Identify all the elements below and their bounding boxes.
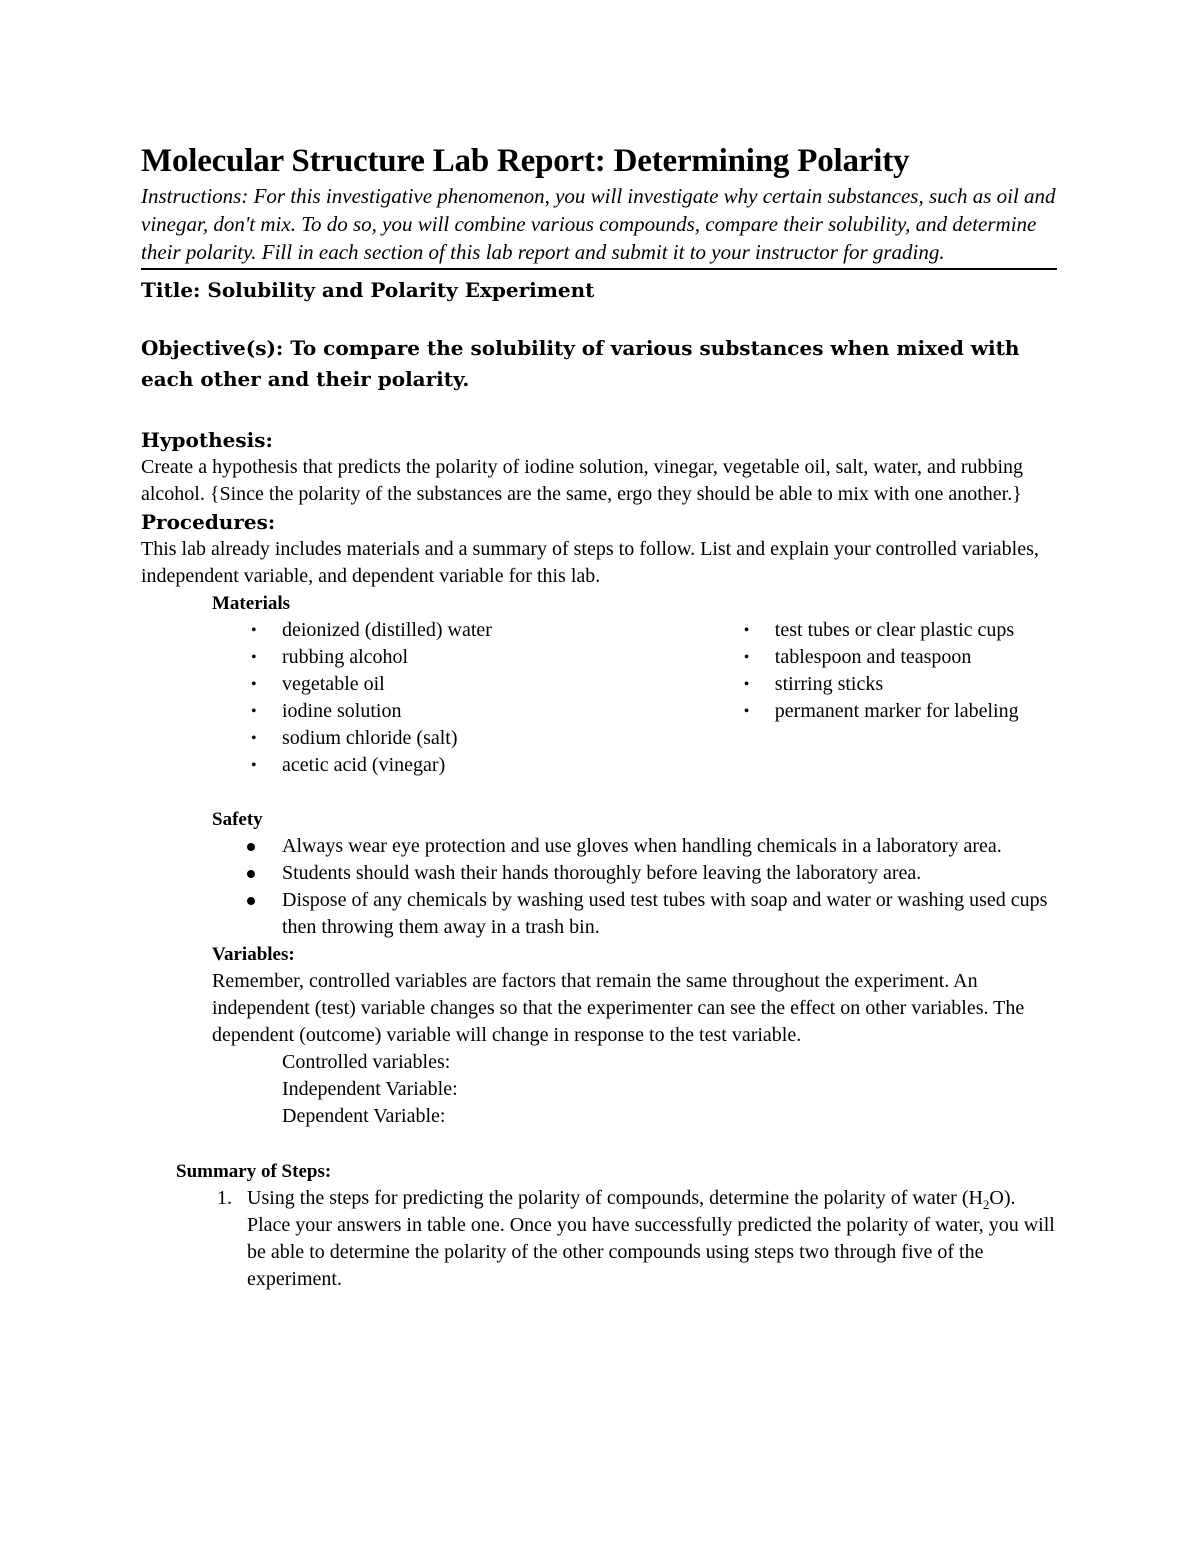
bullet-icon: • bbox=[251, 703, 257, 720]
hypothesis-text: Create a hypothesis that predicts the polarity of iodine solution, vinegar, vegetable oil, salt, water, and rubbing alcohol. {Since the polarity of the substances are the same, ergo they should be able to mix with one another.} bbox=[141, 456, 1024, 505]
list-item: • deionized (distilled) water bbox=[239, 617, 732, 644]
dependent-variable-label: Dependent Variable: bbox=[282, 1105, 446, 1127]
procedures-text: This lab already includes materials and a summary of steps to follow. List and explain your controlled variables, independent variable, and dependent variable for this lab. bbox=[141, 538, 1039, 587]
materials-list bbox=[239, 617, 1061, 779]
list-item: 1. Using the steps for predicting the polarity of compounds, determine the polarity of water $(H_2O)$. Place your answers in table one. Once you have successfully predicted the polarity of water, you will be able to determine the polarity of the other compounds using steps two through five of the experiment. bbox=[217, 1187, 1055, 1290]
report-title: Title: Solubility and Polarity Experiment bbox=[141, 278, 595, 302]
document-page bbox=[141, 140, 1061, 1293]
steps-list bbox=[217, 1185, 1061, 1293]
instructions-text: Instructions: For this investigative phenomenon, you will investigate why certain substances, such as oil and vinegar, don't mix. To do so, you will combine various compounds, compare their solubility, and determine their polarity. Fill in each section of this lab report and submit it to your instructor for grading. bbox=[141, 182, 1057, 270]
variables-heading: Variables: bbox=[212, 944, 295, 965]
list-item: Always wear eye protection and use gloves when handling chemicals in a laboratory area. bbox=[241, 833, 1061, 860]
bullet-dot-icon bbox=[247, 843, 255, 851]
materials-column-1 bbox=[239, 617, 732, 779]
bullet-icon: • bbox=[743, 622, 750, 639]
bullet-icon: • bbox=[251, 649, 257, 666]
variables-fields bbox=[282, 1049, 1061, 1130]
summary-heading: Summary of Steps: bbox=[176, 1161, 332, 1182]
bullet-icon: • bbox=[743, 649, 750, 666]
list-item: • acetic acid (vinegar) bbox=[239, 752, 732, 779]
document-title: Molecular Structure Lab Report: Determining Polarity bbox=[141, 143, 910, 179]
list-item: • rubbing alcohol bbox=[239, 644, 732, 671]
list-item: Dispose of any chemicals by washing used test tubes with soap and water or washing used cups then throwing them away in a trash bin. bbox=[241, 887, 1061, 941]
bullet-icon: • bbox=[743, 703, 750, 720]
list-item: • iodine solution bbox=[239, 698, 732, 725]
hypothesis-heading: Hypothesis: bbox=[141, 428, 273, 452]
controlled-variables-label: Controlled variables: bbox=[282, 1051, 451, 1073]
list-item: • stirring sticks bbox=[732, 671, 1061, 698]
list-item: • vegetable oil bbox=[239, 671, 732, 698]
list-item: Students should wash their hands thoroughly before leaving the laboratory area. bbox=[241, 860, 1061, 887]
safety-list bbox=[241, 833, 1061, 941]
variables-text: Remember, controlled variables are factors that remain the same throughout the experiment. An independent (test) variable changes so that the experimenter can see the effect on other variables. The dependent (outcome) variable will change in response to the test variable. bbox=[212, 970, 1025, 1046]
safety-heading: Safety bbox=[212, 809, 263, 830]
independent-variable-label: Independent Variable: bbox=[282, 1078, 458, 1100]
bullet-icon: • bbox=[251, 730, 257, 747]
bullet-icon: • bbox=[251, 757, 257, 774]
step-number: 1. bbox=[217, 1187, 232, 1209]
bullet-icon: • bbox=[251, 622, 257, 639]
list-item: • sodium chloride (salt) bbox=[239, 725, 732, 752]
materials-column-2 bbox=[732, 617, 1061, 779]
list-item: • test tubes or clear plastic cups bbox=[732, 617, 1061, 644]
bullet-dot-icon bbox=[247, 897, 255, 905]
procedures-heading: Procedures: bbox=[141, 510, 276, 534]
materials-heading: Materials bbox=[212, 593, 291, 614]
bullet-icon: • bbox=[743, 676, 750, 693]
objective-text: Objective(s): To compare the solubility of various substances when mixed with each other and their polarity. bbox=[141, 336, 1020, 391]
bullet-dot-icon bbox=[247, 870, 255, 878]
bullet-icon: • bbox=[251, 676, 257, 693]
list-item: • permanent marker for labeling bbox=[732, 698, 1061, 725]
list-item: • tablespoon and teaspoon bbox=[732, 644, 1061, 671]
